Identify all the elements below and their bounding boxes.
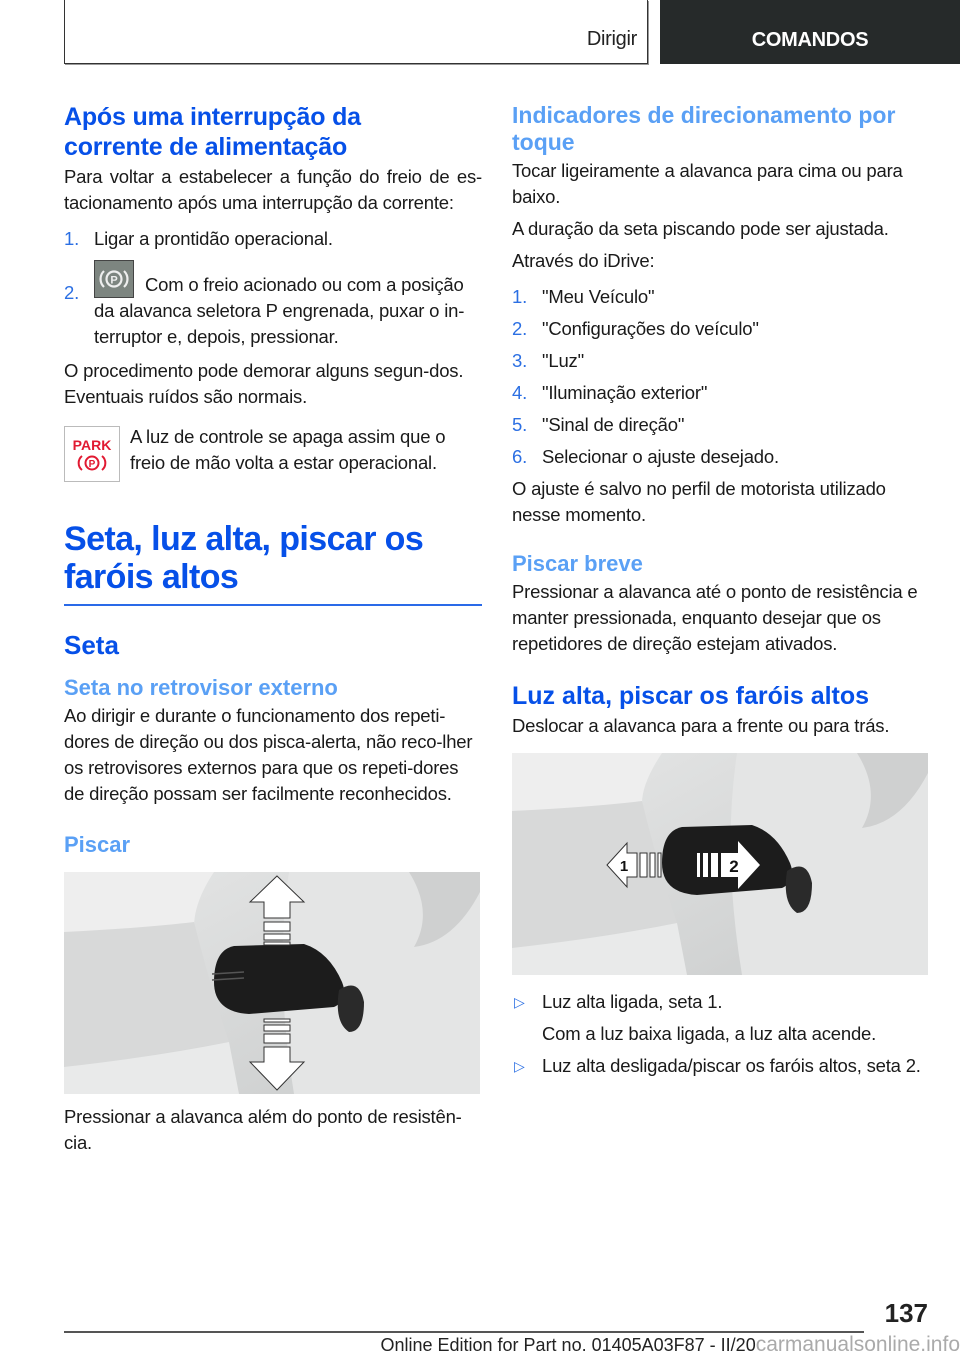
step-number: 3. — [512, 350, 528, 371]
park-indicator-note — [64, 424, 482, 484]
idrive-steps — [512, 284, 930, 470]
main-title-line-2: faróis altos — [64, 558, 239, 596]
idrive-step-item — [512, 380, 930, 406]
profile-save-note: O ajuste é salvo no perfil de motorista utilizado nesse momento. — [512, 478, 886, 525]
step-text: "Meu Veículo" — [542, 286, 655, 307]
triangle-bullet-icon: ▷ — [514, 1058, 525, 1074]
idrive-step-item — [512, 348, 930, 374]
brief-blink-heading: Piscar breve — [512, 551, 643, 576]
step-text: Com o freio acionado ou com a posição da alavanca seletora P engrenada, puxar o in-terruptor e, depois, pressionar. — [94, 274, 465, 347]
step-number: 1. — [64, 228, 80, 249]
step-text: "Iluminação exterior" — [542, 382, 708, 403]
touch-indicator-text-3: Através do iDrive: — [512, 250, 655, 271]
step-text: "Sinal de direção" — [542, 414, 685, 435]
svg-text:P: P — [110, 274, 118, 287]
touch-indicator-text-1: Tocar ligeiramente a alavanca para cima ou para baixo. — [512, 160, 903, 207]
step-number: 2. — [512, 318, 528, 339]
turn-signal-heading: Seta — [64, 630, 119, 660]
main-title-line-1: Seta, luz alta, piscar os — [64, 520, 424, 558]
touch-indicator-heading: Indicadores de direcionamento por toque — [512, 102, 896, 155]
heading-line-1: Após uma interrupção da — [64, 103, 361, 131]
step-number: 4. — [512, 382, 528, 403]
step-number: 1. — [512, 286, 528, 307]
bullet-text: Luz alta desligada/piscar os faróis altos, seta 2. — [542, 1055, 921, 1076]
idrive-step-item — [512, 444, 930, 470]
footer-edition — [380, 1333, 960, 1357]
bullet-item — [512, 1053, 930, 1079]
page-number: 137 — [884, 1298, 928, 1328]
chapter-tab — [660, 0, 960, 64]
parking-brake-button-icon — [94, 260, 134, 298]
brief-blink-text: Pressionar a alavanca até o ponto de resistência e manter pressionada, enquanto desejar que os repetidores de direção estejam ativados. — [512, 581, 918, 654]
power-interruption-steps — [64, 226, 482, 350]
step-number: 6. — [512, 446, 528, 467]
bullet-text: Luz alta ligada, seta 1. — [542, 991, 723, 1012]
watermark: carmanualsonline.info — [755, 1333, 960, 1356]
park-indicator-text: A luz de controle se apaga assim que o freio de mão volta a estar operacional. — [130, 426, 446, 473]
section-tab-label: Dirigir — [586, 28, 637, 50]
main-section-title — [64, 520, 482, 596]
idrive-step-item — [512, 284, 930, 310]
left-column — [64, 102, 482, 1156]
power-interruption-heading — [64, 102, 482, 162]
power-interruption-intro: Para voltar a estabelecer a função do freio de es-tacionamento após uma interrupção da corrente: — [64, 166, 482, 213]
mirror-turn-signal-heading: Seta no retrovisor externo — [64, 675, 338, 700]
svg-text:1: 1 — [619, 858, 629, 875]
lever-illustration-vertical — [64, 872, 480, 1094]
mirror-turn-signal-text: Ao dirigir e durante o funcionamento dos repeti-dores de direção ou dos pisca-alerta, não reco-lher os retrovisores externos para que os repeti-dores de direção possam ser facilmente reconhecidos. — [64, 705, 473, 804]
step-item — [64, 226, 482, 252]
blink-heading: Piscar — [64, 832, 131, 857]
park-icon-text: PARK — [72, 437, 112, 453]
stalk-up-down-figure — [64, 872, 480, 1094]
high-beam-bullets — [512, 989, 930, 1079]
lever-illustration-horizontal — [512, 753, 928, 975]
right-column — [512, 102, 930, 1079]
step-text: "Luz" — [542, 350, 584, 371]
high-beam-text: Deslocar a alavanca para a frente ou para trás. — [512, 715, 890, 736]
idrive-step-item — [512, 316, 930, 342]
step-item — [64, 260, 482, 350]
idrive-step-item — [512, 412, 930, 438]
step-text: Selecionar o ajuste desejado. — [542, 446, 779, 467]
edition-text: Online Edition for Part no. 01405A03F87 - II/20 — [380, 1335, 756, 1355]
title-divider — [64, 604, 482, 606]
svg-text:P: P — [88, 459, 96, 470]
chapter-tab-label: COMANDOS — [751, 29, 869, 51]
step-number: 2. — [64, 282, 80, 303]
high-beam-heading: Luz alta, piscar os faróis altos — [512, 682, 870, 710]
step-text: Ligar a prontidão operacional. — [94, 228, 333, 249]
stalk-forward-back-figure — [512, 753, 928, 975]
section-tab — [64, 0, 648, 64]
park-warning-icon — [64, 426, 120, 482]
step-text: "Configurações do veículo" — [542, 318, 759, 339]
triangle-bullet-icon: ▷ — [514, 994, 525, 1010]
procedure-note: O procedimento pode demorar alguns segun-dos. Eventuais ruídos são normais. — [64, 360, 464, 407]
svg-text:2: 2 — [729, 857, 739, 876]
heading-line-2: corrente de alimentação — [64, 133, 348, 161]
bullet-item — [512, 989, 930, 1047]
step-number: 5. — [512, 414, 528, 435]
blink-figure-caption: Pressionar a alavanca além do ponto de resistên-cia. — [64, 1106, 462, 1153]
bullet-subtext: Com a luz baixa ligada, a luz alta acende. — [542, 1023, 877, 1044]
touch-indicator-text-2: A duração da seta piscando pode ser ajustada. — [512, 218, 889, 239]
